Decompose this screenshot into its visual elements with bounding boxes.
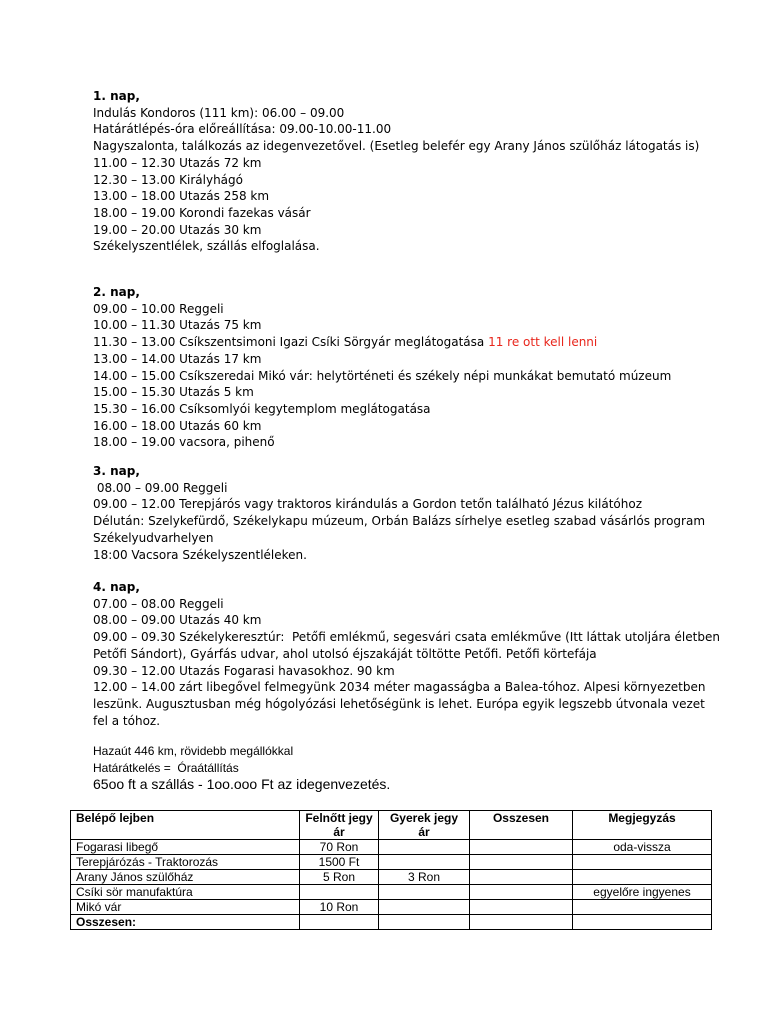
header-cell: Gyerek jegy ár bbox=[379, 811, 470, 840]
day-3-heading: 3. nap, bbox=[93, 464, 140, 478]
table-cell: Terepjárózás - Traktorozás bbox=[71, 855, 300, 870]
ticket-price-table bbox=[70, 810, 712, 930]
summary-section bbox=[93, 743, 733, 793]
table-cell bbox=[379, 855, 470, 870]
table-cell bbox=[470, 900, 573, 915]
header-cell: Belépő lejben bbox=[71, 811, 300, 840]
table-cell bbox=[470, 885, 573, 900]
schedule-line: 09.00 – 10.00 Reggeli bbox=[93, 301, 224, 316]
schedule-line: 11.00 – 12.30 Utazás 72 km bbox=[93, 155, 262, 170]
table-cell: Arany János szülőház bbox=[71, 870, 300, 885]
table-row bbox=[71, 840, 712, 855]
table-cell: Fogarasi libegő bbox=[71, 840, 300, 855]
table-cell bbox=[379, 915, 470, 930]
table-cell bbox=[573, 855, 712, 870]
schedule-line: Nagyszalonta, találkozás az idegenvezetővel. (Esetleg belefér egy Arany János szülőház látogatás is) bbox=[93, 139, 700, 154]
schedule-line: 09.00 – 12.00 Terepjárós vagy traktoros kirándulás a Gordon tetőn található Jézus kilátóhoz bbox=[93, 497, 642, 512]
return-trip-line: Hazaút 446 km, rövidebb megállókkal bbox=[93, 744, 294, 758]
table-cell bbox=[300, 885, 379, 900]
total-label-cell: Osszesen: bbox=[71, 915, 300, 930]
day-2-heading: 2. nap, bbox=[93, 285, 140, 299]
table-cell: Csíki sör manufaktúra bbox=[71, 885, 300, 900]
table-cell bbox=[300, 915, 379, 930]
schedule-line: 13.00 – 18.00 Utazás 258 km bbox=[93, 189, 270, 204]
table-cell bbox=[573, 870, 712, 885]
table-cell bbox=[470, 840, 573, 855]
schedule-line: Székelyudvarhelyen bbox=[93, 530, 214, 545]
table-cell bbox=[379, 885, 470, 900]
table-total-row bbox=[71, 915, 712, 930]
brewery-arrival-note: 11 re ott kell lenni bbox=[488, 335, 598, 350]
schedule-line: 09.30 – 12.00 Utazás Fogarasi havasokhoz. 90 km bbox=[93, 663, 395, 678]
schedule-line: 08.00 – 09.00 Reggeli bbox=[93, 480, 228, 495]
schedule-line: 15.00 – 15.30 Utazás 5 km bbox=[93, 385, 254, 400]
schedule-line: Székelyszentlélek, szállás elfoglalása. bbox=[93, 239, 320, 254]
schedule-line: 10.00 – 11.30 Utazás 75 km bbox=[93, 318, 262, 333]
day-4-heading: 4. nap, bbox=[93, 580, 140, 594]
schedule-line-brewery bbox=[93, 334, 733, 351]
schedule-line: Indulás Kondoros (111 km): 06.00 – 09.00 bbox=[93, 105, 345, 120]
schedule-line: 14.00 – 15.00 Csíkszeredai Mikó vár: helytörténeti és székely népi munkákat bemutató múzeum bbox=[93, 368, 672, 383]
day-1-heading: 1. nap, bbox=[93, 89, 140, 103]
table-cell: egyelőre ingyenes bbox=[573, 885, 712, 900]
header-cell: Felnőtt jegy ár bbox=[300, 811, 379, 840]
table-cell bbox=[470, 855, 573, 870]
schedule-line: Határátlépés-óra előreállítása: 09.00-10.00-11.00 bbox=[93, 122, 392, 137]
day-2-section bbox=[93, 284, 733, 451]
schedule-line: 12.30 – 13.00 Királyhágó bbox=[93, 172, 243, 187]
schedule-line: leszünk. Augusztusban még hógolyózási lehetőségünk is lehet. Európa egyik legszebb útvonala vezet bbox=[93, 696, 705, 711]
brewery-visit-text: 11.30 – 13.00 Csíkszentsimoni Igazi Csíki Sörgyár meglátogatása bbox=[93, 335, 489, 350]
table-cell: 3 Ron bbox=[379, 870, 470, 885]
border-crossing-line: Határátkelés = Óraátállítás bbox=[93, 760, 239, 775]
table-cell bbox=[470, 870, 573, 885]
table-cell bbox=[379, 900, 470, 915]
day-4-section bbox=[93, 579, 733, 729]
day-1-section bbox=[93, 88, 733, 255]
schedule-line: 18.00 – 19.00 Korondi fazekas vásár bbox=[93, 205, 311, 220]
table-cell bbox=[573, 915, 712, 930]
table-row bbox=[71, 885, 712, 900]
header-cell: Megjegyzás bbox=[573, 811, 712, 840]
day-3-section bbox=[93, 463, 733, 563]
schedule-line: 09.00 – 09.30 Székelykeresztúr: Petőfi emlékmű, segesvári csata emlékműve (Itt láttak utoljára életben bbox=[93, 630, 720, 645]
table-row bbox=[71, 870, 712, 885]
schedule-line: 15.30 – 16.00 Csíksomlyói kegytemplom meglátogatása bbox=[93, 401, 431, 416]
table-cell: Mikó vár bbox=[71, 900, 300, 915]
schedule-line: Délután: Szelykefürdő, Székelykapu múzeum, Orbán Balázs sírhelye esetleg szabad vásárlós program bbox=[93, 514, 706, 529]
table-cell: 10 Ron bbox=[300, 900, 379, 915]
schedule-line: 12.00 – 14.00 zárt libegővel felmegyünk 2034 méter magasságba a Balea-tóhoz. Alpesi környezetben bbox=[93, 680, 706, 695]
table-cell bbox=[470, 915, 573, 930]
table-row bbox=[71, 855, 712, 870]
schedule-line: 13.00 – 14.00 Utazás 17 km bbox=[93, 351, 262, 366]
schedule-line: 08.00 – 09.00 Utazás 40 km bbox=[93, 613, 262, 628]
table-header-row bbox=[71, 811, 712, 840]
schedule-line: 18:00 Vacsora Székelyszentléleken. bbox=[93, 547, 307, 562]
table-cell: 5 Ron bbox=[300, 870, 379, 885]
table-cell: oda-vissza bbox=[573, 840, 712, 855]
table-cell: 1500 Ft bbox=[300, 855, 379, 870]
table-row bbox=[71, 900, 712, 915]
schedule-line: 18.00 – 19.00 vacsora, pihenő bbox=[93, 435, 275, 450]
price-line: 65oo ft a szállás - 1oo.ooo Ft az idegenvezetés. bbox=[93, 776, 391, 793]
schedule-line: 19.00 – 20.00 Utazás 30 km bbox=[93, 222, 262, 237]
schedule-line: fel a tóhoz. bbox=[93, 713, 161, 728]
table-cell bbox=[379, 840, 470, 855]
table-cell: 70 Ron bbox=[300, 840, 379, 855]
table-cell bbox=[573, 900, 712, 915]
header-cell: Osszesen bbox=[470, 811, 573, 840]
schedule-line: Petőfi Sándort), Gyárfás udvar, ahol utolsó éjszakáját töltötte Petőfi. Petőfi körtefája bbox=[93, 646, 597, 661]
schedule-line: 07.00 – 08.00 Reggeli bbox=[93, 596, 224, 611]
schedule-line: 16.00 – 18.00 Utazás 60 km bbox=[93, 418, 262, 433]
